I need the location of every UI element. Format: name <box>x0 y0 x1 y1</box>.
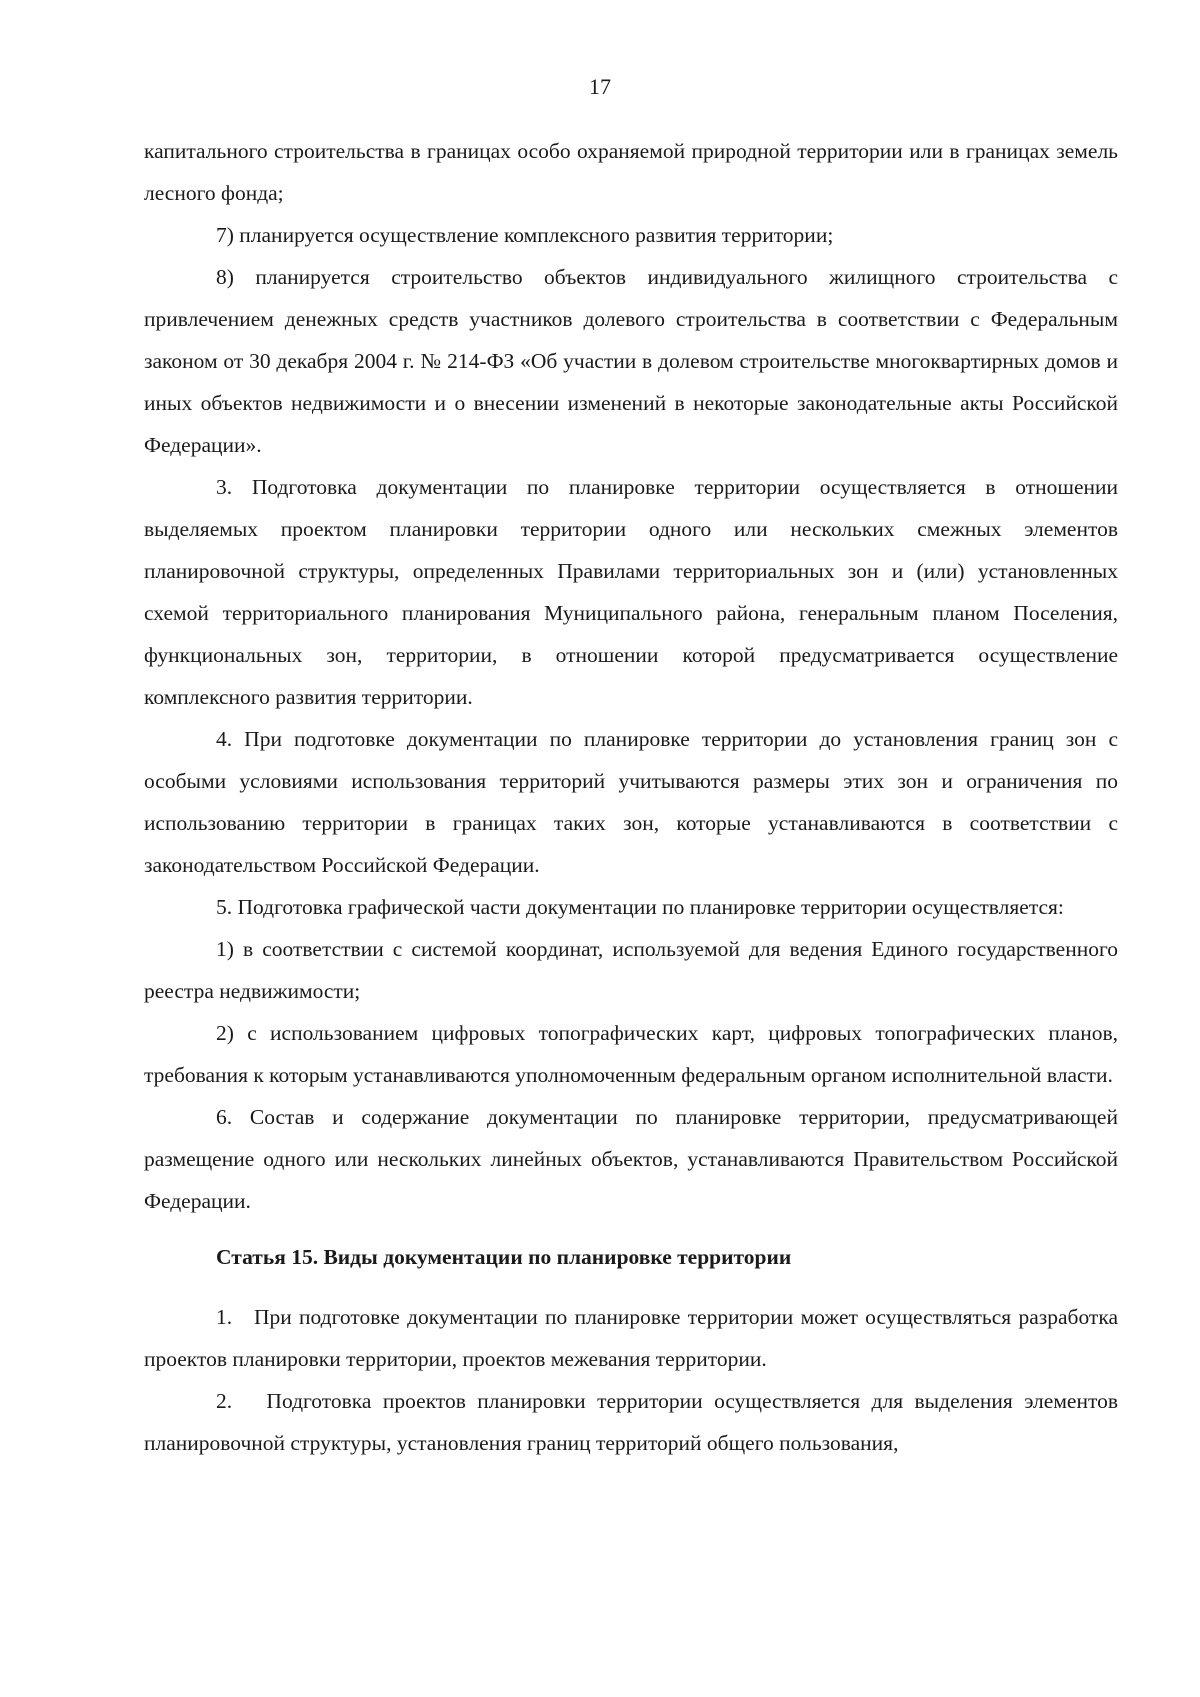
paragraph: 2) с использованием цифровых топографических карт, цифровых топографических планов, требования к которым устанавливаются уполномоченным федеральным органом исполнительной власти. <box>144 1021 1118 1087</box>
paragraph: 1) в соответствии с системой координат, используемой для ведения Единого государственного реестра недвижимости; <box>144 937 1118 1003</box>
paragraph: 7) планируется осуществление комплексного развития территории; <box>216 223 834 247</box>
paragraph: 4. При подготовке документации по планировке территории до установления границ зон с особыми условиями использования территорий учитываются размеры этих зон и ограничения по использованию территории в границах таких зон, которые устанавливаются в соответствии с законодательством Российской Федерации. <box>144 727 1118 877</box>
document-body <box>144 130 1118 1464</box>
paragraph: 1. При подготовке документации по планировке территории может осуществляться разработка проектов планировки территории, проектов межевания территории. <box>144 1305 1118 1371</box>
paragraph: 8) планируется строительство объектов индивидуального жилищного строительства с привлечением денежных средств участников долевого строительства в соответствии с Федеральным законом от 30 декабря 2004 г. № 214-ФЗ «Об участии в долевом строительстве многоквартирных домов и иных объектов недвижимости и о внесении изменений в некоторые законодательные акты Российской Федерации». <box>144 265 1118 457</box>
page-number: 17 <box>589 74 611 99</box>
paragraph: капитального строительства в границах особо охраняемой природной территории или в границах земель лесного фонда; <box>144 139 1118 205</box>
paragraph: 3. Подготовка документации по планировке территории осуществляется в отношении выделяемых проектом планировки территории одного или нескольких смежных элементов планировочной структуры, определенных Правилами территориальных зон и (или) установленных схемой территориального планирования Муниципального района, генеральным планом Поселения, функциональных зон, территории, в отношении которой предусматривается осуществление комплексного развития территории. <box>144 475 1118 709</box>
paragraph: 5. Подготовка графической части документации по планировке территории осуществляется: <box>216 895 1064 919</box>
article-heading: Статья 15. Виды документации по планировке территории <box>216 1245 792 1269</box>
paragraph: 2. Подготовка проектов планировки территории осуществляется для выделения элементов планировочной структуры, установления границ территорий общего пользования, <box>144 1389 1118 1455</box>
paragraph: 6. Состав и содержание документации по планировке территории, предусматривающей размещение одного или нескольких линейных объектов, устанавливаются Правительством Российской Федерации. <box>144 1105 1118 1213</box>
